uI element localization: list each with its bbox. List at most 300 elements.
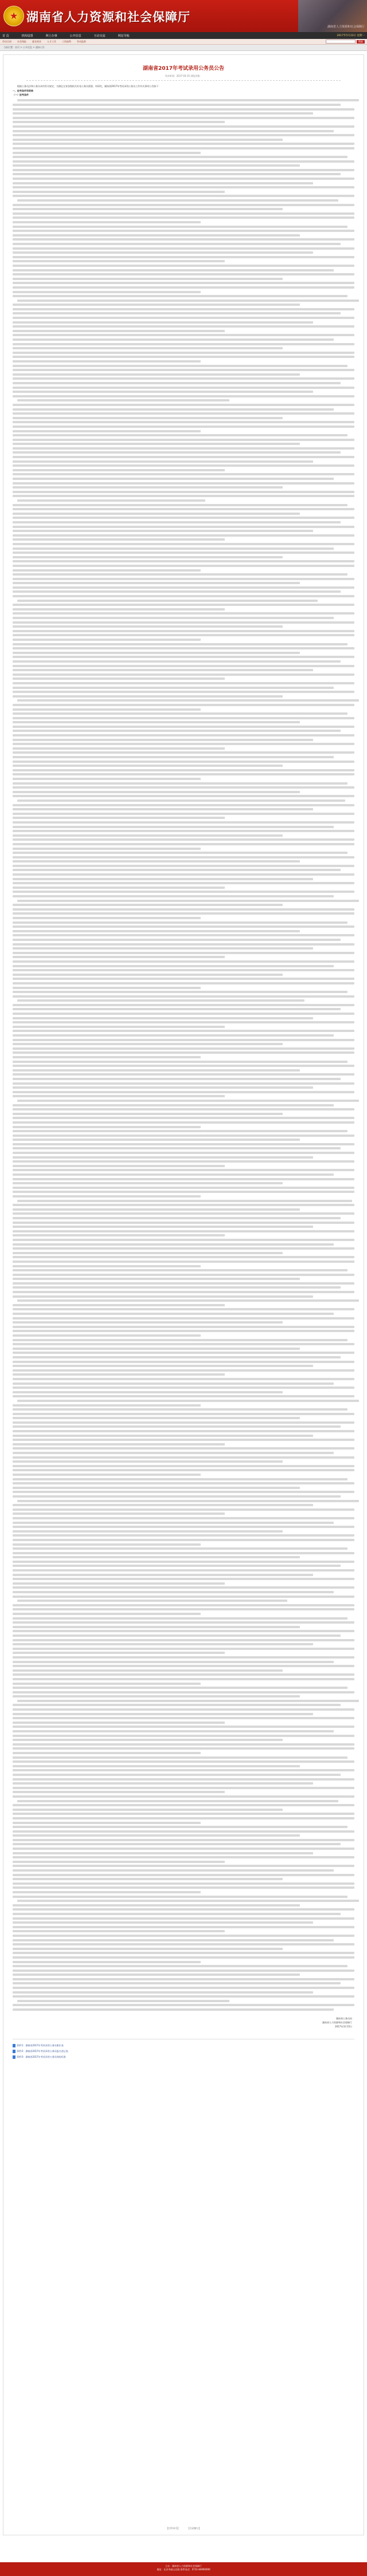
text-line xyxy=(13,751,354,754)
text-line xyxy=(13,1348,300,1350)
text-line xyxy=(13,878,313,880)
text-line xyxy=(13,1356,341,1358)
text-line xyxy=(13,1522,334,1524)
text-line xyxy=(13,773,354,775)
text-line xyxy=(13,1512,225,1515)
text-line xyxy=(13,256,354,258)
text-line xyxy=(13,786,354,789)
text-line xyxy=(13,1065,354,1067)
nav-item-home[interactable]: 首 页 xyxy=(2,34,9,38)
text-line xyxy=(13,1026,225,1028)
text-line xyxy=(13,1765,300,1767)
nav-item-public[interactable]: 公开信息 xyxy=(69,34,81,38)
text-line xyxy=(13,995,354,998)
text-line xyxy=(17,1400,359,1402)
text-line xyxy=(13,1921,313,1924)
text-line xyxy=(13,1017,313,1019)
text-line xyxy=(13,408,334,411)
current-date: 2017年5月22日 星期一 xyxy=(337,34,365,37)
text-line xyxy=(13,1978,354,1980)
text-line xyxy=(13,556,283,558)
text-line xyxy=(13,1321,283,1324)
text-line xyxy=(13,1456,354,1459)
text-line xyxy=(13,1552,354,1554)
text-line xyxy=(17,999,304,1002)
text-line xyxy=(13,1656,354,1659)
text-line xyxy=(13,1404,201,1407)
text-line xyxy=(13,669,313,671)
text-line xyxy=(13,1739,283,1741)
footer-line: 地址：长沙市韶山北路 联系电话：0731-84900000 xyxy=(157,2568,210,2571)
text-line xyxy=(13,1626,300,1628)
text-line xyxy=(13,582,300,584)
nav-item-interact[interactable]: 互动交流 xyxy=(93,34,106,38)
text-line xyxy=(13,1683,201,1685)
document-icon xyxy=(13,2055,15,2059)
print-button[interactable]: 【打印本页】 xyxy=(166,2527,180,2530)
text-line xyxy=(13,1195,201,1198)
text-line xyxy=(13,1491,354,1493)
text-line xyxy=(13,1843,341,1845)
text-line xyxy=(17,699,359,702)
text-line xyxy=(13,912,354,915)
text-line xyxy=(13,1286,341,1289)
text-line xyxy=(17,1800,338,1802)
text-line xyxy=(13,508,354,510)
text-line xyxy=(13,1508,354,1511)
text-line xyxy=(13,152,201,154)
text-line xyxy=(13,1217,341,1219)
article-title: 湖南省2017年考试录用公务员公告 xyxy=(142,66,225,72)
text-line xyxy=(13,1830,354,1833)
text-line xyxy=(17,900,359,902)
text-line xyxy=(13,1939,334,1941)
text-line xyxy=(13,1804,354,1806)
text-line xyxy=(13,804,354,806)
text-line xyxy=(13,830,354,832)
text-line xyxy=(13,795,354,797)
text-line xyxy=(13,947,313,950)
text-line xyxy=(13,1826,348,1828)
text-line xyxy=(13,1061,348,1063)
text-line xyxy=(13,1822,201,1824)
text-line xyxy=(13,121,225,123)
text-line xyxy=(13,1648,354,1650)
nav-item-org[interactable]: 机构设置 xyxy=(21,34,33,38)
text-line xyxy=(17,399,229,401)
text-line xyxy=(13,1743,354,1746)
text-line xyxy=(13,1373,225,1376)
text-line xyxy=(13,1247,354,1250)
sub-nav xyxy=(0,39,367,45)
text-line xyxy=(13,447,354,450)
close-window-button[interactable]: 【关闭窗口】 xyxy=(187,2527,201,2530)
text-line xyxy=(13,1708,354,1711)
text-line xyxy=(13,1095,225,1097)
text-line xyxy=(13,1291,354,1293)
text-line xyxy=(13,1987,354,1989)
text-line xyxy=(13,1769,354,1771)
site-title[interactable]: 湖南省人力资源和社会保障厅 xyxy=(26,10,190,24)
article-section-heading: 一、报考条件和资格 xyxy=(13,89,33,92)
text-line xyxy=(13,934,354,936)
text-line xyxy=(13,1078,341,1080)
text-line xyxy=(13,656,354,658)
text-line xyxy=(13,456,354,458)
text-line xyxy=(13,1926,354,1928)
text-line xyxy=(13,517,354,519)
text-line xyxy=(13,1495,341,1498)
text-line xyxy=(13,565,354,567)
text-line xyxy=(13,117,354,119)
text-line xyxy=(13,1460,283,1463)
text-line xyxy=(13,160,354,163)
text-line xyxy=(13,404,354,406)
text-line xyxy=(13,612,354,615)
subnav-item[interactable]: 社会保险 xyxy=(17,40,26,43)
text-line xyxy=(13,1982,341,1984)
text-line xyxy=(13,377,354,380)
text-line xyxy=(13,1417,300,1419)
article-signature xyxy=(3,2016,364,2028)
text-line xyxy=(13,1056,201,1058)
text-line xyxy=(13,1704,341,1706)
text-line xyxy=(13,265,354,267)
breadcrumb: 当前位置：首页 > 公开信息 > 通知公告 xyxy=(0,45,367,51)
text-line xyxy=(13,321,313,324)
text-line xyxy=(13,186,354,188)
text-line xyxy=(13,873,354,876)
text-line xyxy=(13,756,334,758)
text-line xyxy=(13,1104,334,1106)
text-line xyxy=(13,1582,225,1585)
text-line xyxy=(13,195,354,197)
text-line xyxy=(13,978,354,980)
text-line xyxy=(17,2000,229,2002)
text-line xyxy=(13,1747,354,1750)
text-line xyxy=(13,513,300,515)
text-line xyxy=(13,464,354,467)
subnav-item[interactable]: 工资福利 xyxy=(62,40,71,43)
text-line xyxy=(13,173,341,175)
text-line xyxy=(13,1917,354,1920)
text-line xyxy=(13,1634,341,1637)
text-line xyxy=(13,1543,201,1546)
text-line xyxy=(13,269,334,271)
text-line xyxy=(13,1952,354,1954)
text-line xyxy=(13,621,354,624)
text-line xyxy=(13,856,354,858)
text-line xyxy=(13,1896,348,1898)
text-line xyxy=(13,387,354,389)
text-line xyxy=(13,1817,354,1819)
text-line xyxy=(13,421,354,423)
text-line xyxy=(13,1152,354,1154)
text-line xyxy=(13,1778,354,1781)
text-line xyxy=(13,1130,348,1132)
text-line xyxy=(13,552,354,554)
text-line xyxy=(13,230,354,232)
subnav-item[interactable]: 就业创业 xyxy=(32,40,41,43)
text-line xyxy=(13,1169,354,1171)
attachment-link[interactable]: 附件3：湖南省2017年考试录用公务员体检标准 xyxy=(13,2054,354,2060)
text-line xyxy=(17,1700,359,1702)
text-line xyxy=(13,278,283,280)
text-line xyxy=(13,782,348,785)
text-line xyxy=(13,273,354,275)
search-input[interactable] xyxy=(326,40,356,44)
text-line xyxy=(13,212,354,215)
text-line xyxy=(13,1596,354,1598)
text-line xyxy=(13,1935,354,1937)
text-line xyxy=(13,1478,348,1480)
text-line xyxy=(13,1726,354,1728)
text-line xyxy=(13,747,225,750)
text-line xyxy=(13,1256,354,1258)
text-line xyxy=(13,317,354,319)
text-line xyxy=(13,1526,354,1528)
text-line xyxy=(13,1239,354,1241)
text-line xyxy=(13,130,334,132)
text-line xyxy=(13,739,313,741)
text-line xyxy=(13,1735,354,1737)
text-line xyxy=(13,1230,354,1232)
text-line xyxy=(13,1652,225,1654)
text-line xyxy=(13,1665,354,1667)
text-line xyxy=(17,1200,352,1202)
text-line xyxy=(13,1904,300,1907)
text-line xyxy=(13,208,283,210)
text-line xyxy=(13,1722,225,1724)
text-line xyxy=(13,382,341,384)
text-line xyxy=(13,538,225,541)
text-line xyxy=(13,965,334,967)
text-line xyxy=(13,426,354,428)
text-line xyxy=(13,826,334,828)
text-line xyxy=(13,1334,201,1337)
text-line xyxy=(13,639,201,641)
text-line xyxy=(13,156,348,158)
text-line xyxy=(13,1361,354,1363)
text-line xyxy=(13,1204,354,1206)
text-line xyxy=(17,199,338,202)
text-line xyxy=(17,1900,359,1902)
text-line xyxy=(13,708,201,711)
text-line xyxy=(13,1178,354,1180)
text-line xyxy=(13,108,354,111)
article-body xyxy=(3,81,364,2011)
text-line xyxy=(13,630,354,632)
text-line xyxy=(13,895,334,897)
text-line xyxy=(13,625,283,628)
text-line xyxy=(13,1474,201,1476)
text-line xyxy=(13,1869,334,1872)
subnav-item[interactable]: 劳动合同 xyxy=(2,40,11,43)
text-line xyxy=(13,1387,354,1389)
text-line xyxy=(13,1208,300,1211)
text-line xyxy=(13,1691,354,1693)
article-tools xyxy=(3,2527,364,2530)
text-line xyxy=(13,443,300,445)
text-line xyxy=(13,143,354,145)
text-line xyxy=(13,526,354,528)
text-line xyxy=(13,1839,354,1841)
text-line xyxy=(13,1678,354,1680)
text-line xyxy=(13,1091,354,1093)
attachment-list xyxy=(13,2039,354,2060)
text-line xyxy=(13,491,354,493)
text-line xyxy=(13,647,354,649)
text-line xyxy=(13,1121,354,1124)
text-line xyxy=(13,1343,354,1345)
text-line xyxy=(13,891,354,893)
text-line xyxy=(17,1299,359,1302)
text-line xyxy=(13,687,334,689)
text-line xyxy=(13,139,283,141)
text-line xyxy=(13,1782,313,1785)
text-line xyxy=(13,495,354,497)
text-line xyxy=(13,1352,354,1354)
subnav-item[interactable]: 劳动监察 xyxy=(77,40,86,43)
text-line xyxy=(13,312,341,314)
text-line xyxy=(13,769,354,771)
text-line xyxy=(13,813,354,815)
text-line xyxy=(13,226,348,228)
text-line xyxy=(13,560,354,562)
text-line xyxy=(13,260,225,262)
text-line xyxy=(13,1687,348,1689)
text-line xyxy=(13,234,300,237)
text-line xyxy=(13,643,348,645)
text-line xyxy=(13,1069,300,1072)
text-line xyxy=(17,1500,359,1502)
text-line xyxy=(13,1730,334,1732)
text-line xyxy=(13,1382,334,1385)
text-line xyxy=(13,1760,354,1763)
text-line xyxy=(13,1413,354,1415)
text-line xyxy=(13,578,354,580)
text-line xyxy=(13,838,354,841)
text-line xyxy=(13,765,283,767)
text-line xyxy=(13,1578,354,1580)
text-line xyxy=(13,682,354,684)
text-line xyxy=(13,848,201,850)
text-line xyxy=(13,1295,313,1298)
text-line xyxy=(13,678,225,680)
text-line xyxy=(13,1326,354,1328)
site-footer xyxy=(0,2562,367,2576)
text-line xyxy=(13,617,334,619)
text-line xyxy=(13,1147,341,1149)
text-line xyxy=(13,1339,348,1341)
text-line xyxy=(13,1313,334,1315)
text-line xyxy=(13,238,354,241)
text-line xyxy=(13,1117,354,1119)
text-line xyxy=(13,1430,354,1432)
text-line xyxy=(13,134,354,136)
text-line xyxy=(13,1004,354,1006)
article-container xyxy=(3,54,364,2535)
text-line xyxy=(13,543,354,545)
text-line xyxy=(13,308,354,310)
text-line xyxy=(13,586,354,589)
text-line xyxy=(13,1556,300,1558)
text-line xyxy=(13,1047,354,1050)
text-line xyxy=(13,1995,354,1998)
search-button[interactable]: 搜索 xyxy=(357,40,365,44)
text-line xyxy=(13,1034,334,1037)
nav-item-sitemap[interactable]: 网站导航 xyxy=(118,34,130,38)
text-line xyxy=(13,356,354,358)
attachment-link[interactable]: 附件2：湖南省2017年考试录用公务员报名登记表 xyxy=(13,2049,354,2054)
text-line xyxy=(13,1534,354,1537)
text-line xyxy=(13,216,354,219)
text-line xyxy=(13,1308,354,1310)
text-line xyxy=(13,1143,354,1145)
text-line xyxy=(13,247,354,250)
text-line xyxy=(13,1395,354,1397)
text-line xyxy=(13,887,225,889)
text-line xyxy=(13,1669,283,1672)
text-line xyxy=(13,1930,225,1932)
text-line xyxy=(13,1226,313,1228)
signature-date: 2017年3月15日 xyxy=(335,2025,352,2028)
text-line xyxy=(13,460,313,463)
text-line xyxy=(13,1282,354,1285)
text-line xyxy=(13,1265,201,1267)
text-line xyxy=(13,1504,313,1506)
text-line xyxy=(13,1051,354,1054)
text-line xyxy=(13,665,354,667)
text-line xyxy=(13,1160,354,1163)
subnav-item[interactable]: 人才工作 xyxy=(47,40,56,43)
text-line xyxy=(13,1970,354,1972)
attachment-link[interactable]: 附件1：湖南省2017年考试录用公务员职位表 xyxy=(13,2043,354,2049)
text-line xyxy=(13,1317,354,1319)
document-icon xyxy=(13,2044,15,2047)
text-line xyxy=(13,112,313,115)
text-line xyxy=(13,1182,283,1184)
text-line xyxy=(13,1191,354,1193)
text-line xyxy=(13,430,201,432)
text-line xyxy=(13,434,348,436)
text-line xyxy=(13,352,354,354)
nav-item-online[interactable]: 网上办事 xyxy=(45,34,57,38)
text-line xyxy=(13,369,354,371)
text-line xyxy=(13,704,354,706)
text-line xyxy=(13,182,313,184)
signature-line: 湖南省人力资源和社会保障厅 xyxy=(322,2021,352,2024)
text-line xyxy=(13,1304,225,1306)
footer-line: 主办：湖南省人力资源和社会保障厅 xyxy=(165,2565,202,2567)
text-line xyxy=(13,1809,283,1811)
text-line xyxy=(13,104,341,106)
text-line xyxy=(13,1856,354,1858)
text-line xyxy=(13,1791,225,1793)
text-line xyxy=(13,852,348,854)
text-line xyxy=(13,1547,348,1550)
text-line xyxy=(13,1865,354,1867)
text-line xyxy=(13,1886,354,1889)
text-line xyxy=(13,1630,354,1632)
document-icon xyxy=(13,2050,15,2053)
text-line xyxy=(13,1469,354,1471)
text-line xyxy=(13,1139,300,1141)
text-line xyxy=(13,721,300,723)
text-line xyxy=(13,1073,354,1076)
text-line xyxy=(13,1752,201,1754)
text-line xyxy=(13,1695,300,1697)
